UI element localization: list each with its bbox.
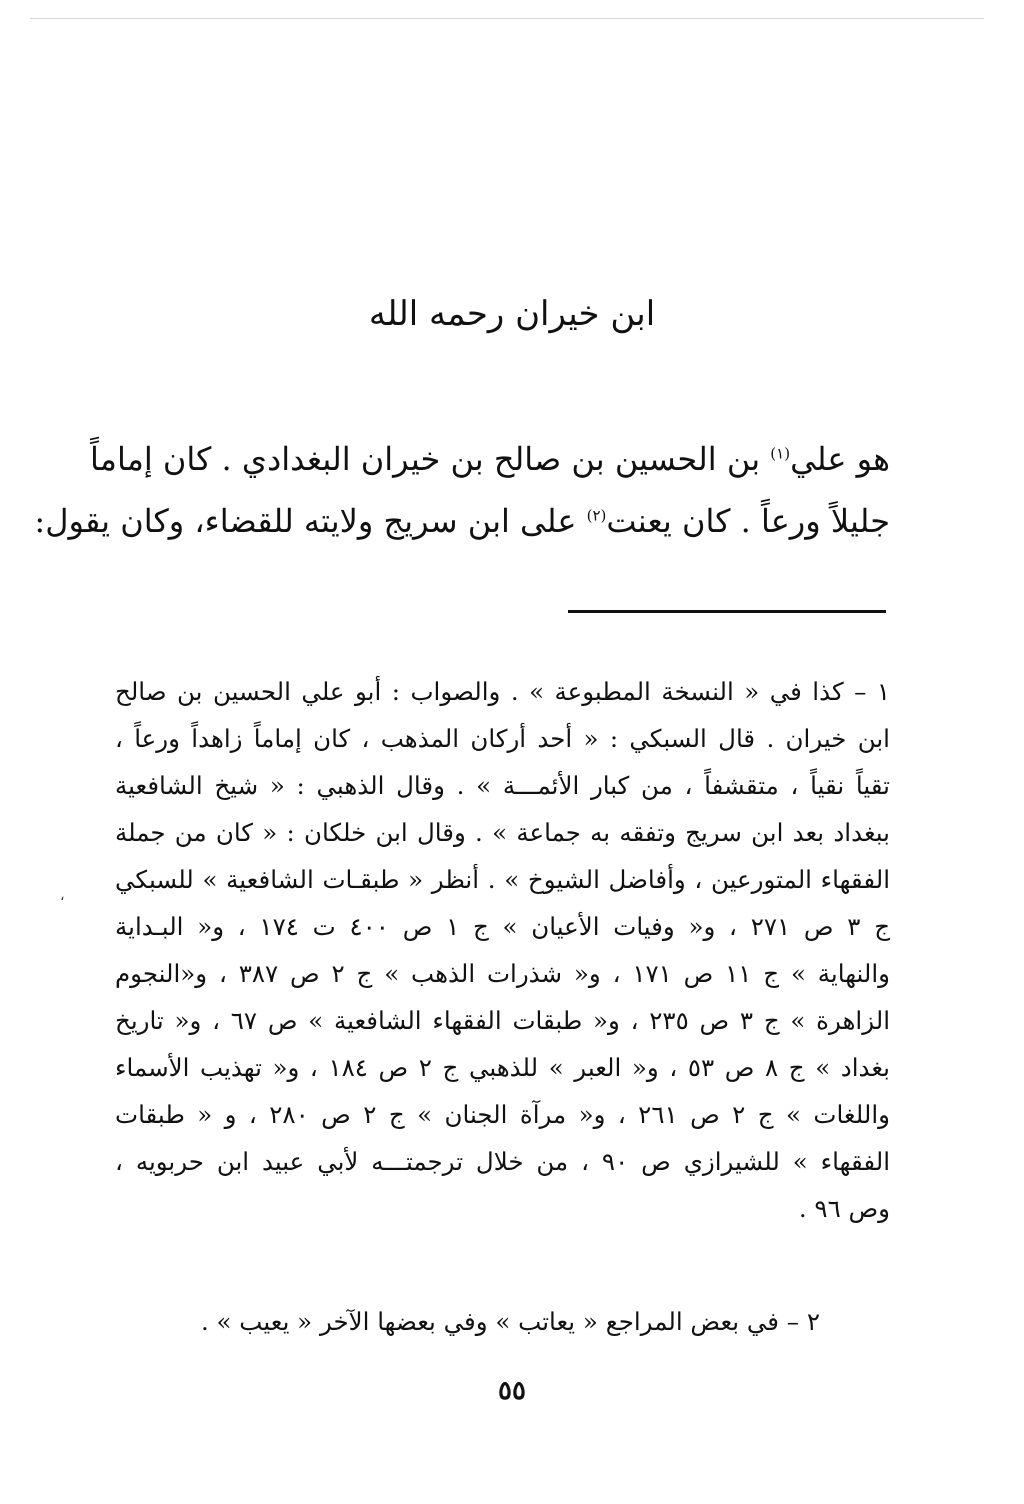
footnote-line: ١ – كذا في « النسخة المطبوعة » . والصواب : أبو علي الحسين بن صالح xyxy=(115,677,890,706)
footnote-reference-2: (٢) xyxy=(586,506,607,525)
footnote-line: واللغات » ج ٢ ص ٢٦١ ، و« مرآة الجنان » ج ٢ ص ٢٨٠ ، و « طبقات xyxy=(115,1100,890,1129)
body-text-segment: جليلاً ورعاً . كان يعنت xyxy=(606,502,890,540)
footnote-reference-1: (١) xyxy=(770,444,791,463)
footnote-line: ٢ – في بعض المراجع « يعاتب » وفي بعضها الآخر « يعيب » . xyxy=(200,1307,820,1336)
footnote-2 xyxy=(115,1298,890,1345)
footnote-line: والنهاية » ج ١١ ص ١٧١ ، و« شذرات الذهب » ج ٢ ص ٣٨٧ ، و«النجوم xyxy=(115,959,890,988)
body-text-segment: على ابن سريج ولايته للقضاء، وكان يقول: xyxy=(34,502,587,540)
page-number: ٥٥ xyxy=(498,1376,526,1406)
body-text-segment: هو علي xyxy=(790,440,890,478)
body-line xyxy=(90,428,890,490)
footnote-separator xyxy=(568,610,886,613)
footnote-line: الفقهاء المتورعين ، وأفاضل الشيوخ » . أنظر « طبقـات الشافعية » للسبكي xyxy=(115,865,890,894)
footnote-1 xyxy=(115,668,890,1232)
chapter-title: ابن خيران رحمه الله xyxy=(368,294,656,334)
footnote-line: الزاهرة » ج ٣ ص ٢٣٥ ، و« طبقات الفقهاء الشافعية » ص ٦٧ ، و« تاريخ xyxy=(115,1006,891,1035)
footnote-line: ج ٣ ص ٢٧١ ، و« وفيات الأعيان » ج ١ ص ٤٠٠ ت ١٧٤ ، و« البـداية xyxy=(115,912,891,941)
footnote-line: بغداد » ج ٨ ص ٥٣ ، و« العبر » للذهبي ج ٢ ص ١٨٤ ، و« تهذيب الأسماء xyxy=(115,1053,890,1082)
body-text-segment: بن الحسين بن صالح بن خيران البغدادي . كان إماماً xyxy=(90,440,771,478)
footnote-line: الفقهاء » للشيرازي ص ٩٠ ، من خلال ترجمتـــه لأبي عبيد ابن حربويه ، xyxy=(115,1147,891,1176)
footnote-line: وص ٩٦ . xyxy=(798,1194,890,1223)
footnote-line: تقياً نقياً ، متقشفاً ، من كبار الأئمـــة » . وقال الذهبي : « شيخ الشافعية xyxy=(115,771,890,800)
body-paragraph xyxy=(34,428,890,552)
margin-mark: ، xyxy=(60,888,65,904)
body-line xyxy=(34,490,890,552)
footnote-line: ابن خيران . قال السبكي : « أحد أركان المذهب ، كان إماماً زاهداً ورعاً ، xyxy=(115,724,890,753)
footnote-line: ببغداد بعد ابن سريج وتفقه به جماعة » . وقال ابن خلكان : « كان من جملة xyxy=(115,818,890,847)
